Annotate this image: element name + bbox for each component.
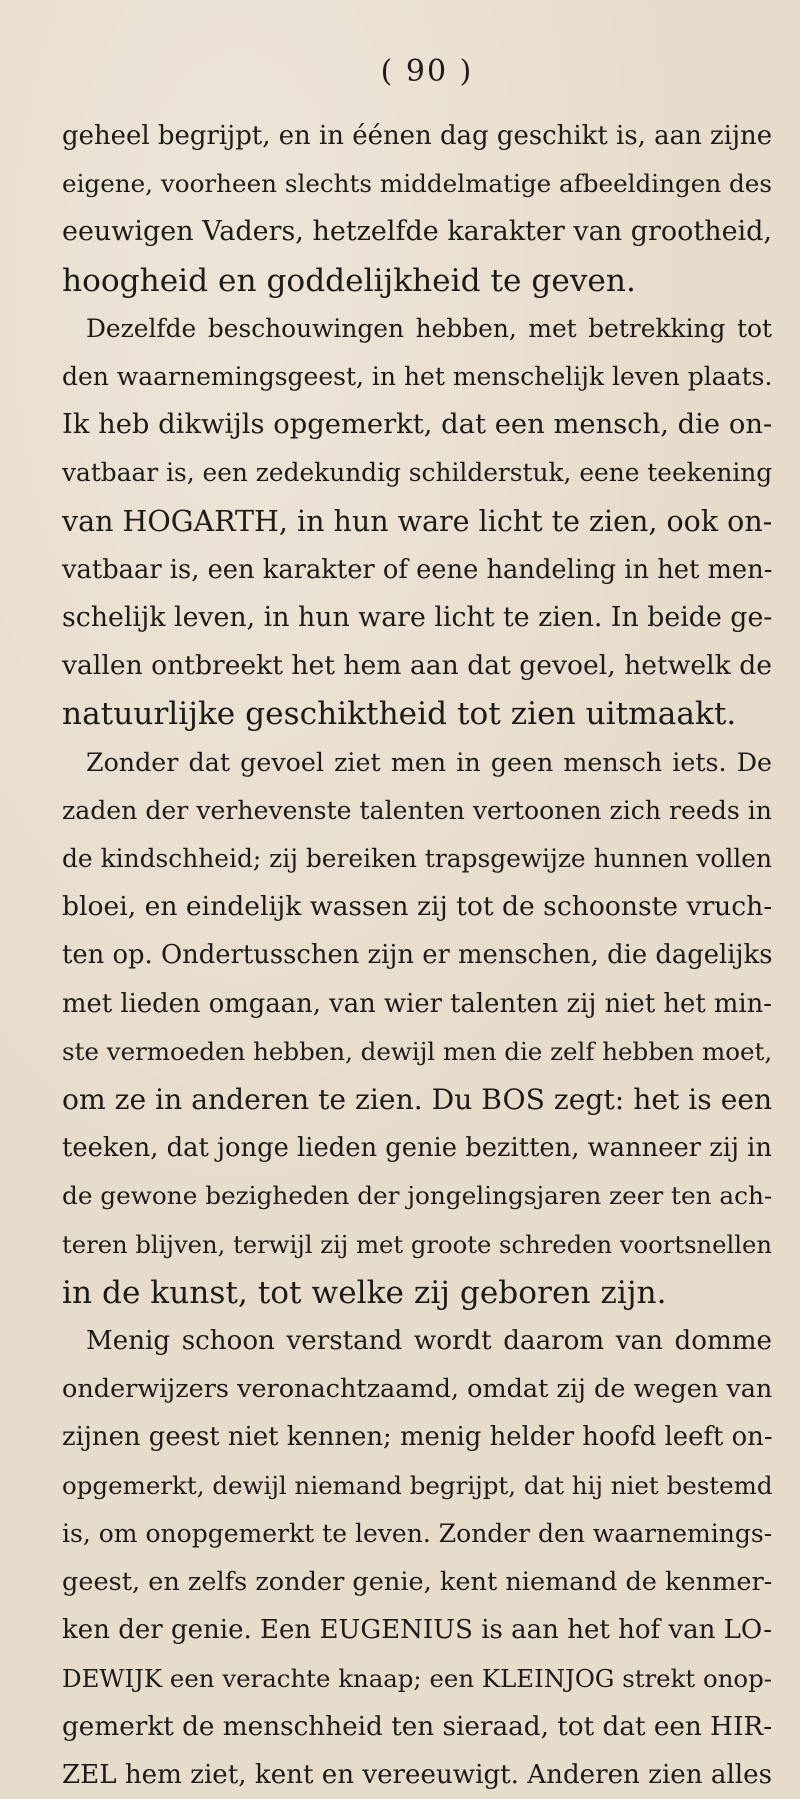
- text-line: DEWIJK een verachte knaap; een KLEINJOG strekt onop-: [62, 1663, 772, 1693]
- text-line: vatbaar is, een zedekundig schilderstuk, eene teekening: [62, 458, 773, 488]
- text-line: is, om onopgemerkt te leven. Zonder den waarnemings-: [62, 1518, 773, 1548]
- text-line: van HOGARTH, in hun ware licht te zien, ook on-: [62, 504, 773, 538]
- text-line: ZEL hem ziet, kent en vereeuwigt. Anderen zien alles: [62, 1759, 772, 1790]
- text-line: in de kunst, tot welke zij geboren zijn.: [62, 1274, 667, 1311]
- text-line: eigene, voorheen slechts middelmatige afbeeldingen des: [62, 169, 772, 199]
- text-line: de gewone bezigheden der jongelingsjaren zeer ten ach-: [62, 1181, 773, 1211]
- text-line: ken der genie. Een EUGENIUS is aan het hof van LO-: [62, 1615, 772, 1646]
- text-line: bloei, en eindelijk wassen zij tot de schoonste vruch-: [62, 891, 773, 923]
- text-line: den waarnemingsgeest, in het menschelijk leven plaats.: [62, 362, 773, 392]
- text-line: hoogheid en goddelijkheid te geven.: [62, 262, 636, 299]
- text-line: opgemerkt, dewijl niemand begrijpt, dat hij niet bestemd: [62, 1470, 773, 1500]
- text-line: vatbaar is, een karakter of eene handeling in het men-: [62, 554, 773, 585]
- text-line: geheel begrijpt, en in éénen dag geschikt is, aan zijne: [62, 121, 773, 151]
- text-line: onderwijzers veronachtzaamd, omdat zij de wegen van: [62, 1374, 773, 1405]
- text-line: natuurlijke geschiktheid tot zien uitmaakt.: [62, 696, 737, 733]
- text-line: Menig schoon verstand wordt daarom van domme: [86, 1326, 772, 1357]
- text-line: om ze in anderen te zien. Du BOS zegt: het is een: [62, 1083, 773, 1117]
- text-line: vallen ontbreekt het hem aan dat gevoel, hetwelk de: [62, 650, 772, 682]
- text-line: schelijk leven, in hun ware licht te zien. In beide ge-: [62, 602, 773, 634]
- text-line: ten op. Ondertusschen zijn er menschen, die dagelijks: [62, 940, 773, 971]
- text-line: met lieden omgaan, van wier talenten zij niet het min-: [62, 988, 772, 1019]
- text-line: ste vermoeden hebben, dewijl men die zelf hebben moet,: [62, 1036, 773, 1066]
- body-text: [62, 112, 772, 1799]
- text-line: gemerkt de menschheid ten sieraad, tot dat een HIR-: [62, 1711, 773, 1742]
- text-line: teeken, dat jonge lieden genie bezitten, wanneer zij in: [62, 1133, 772, 1164]
- text-line: teren blijven, terwijl zij met groote schreden voortsnellen: [62, 1229, 772, 1259]
- page-number: ( 90 ): [380, 54, 474, 89]
- text-line: geest, en zelfs zonder genie, kent niemand de kenmer-: [62, 1567, 773, 1598]
- text-line: Ik heb dikwijls opgemerkt, dat een mensch, die on-: [62, 409, 773, 441]
- text-line: eeuwigen Vaders, hetzelfde karakter van grootheid,: [62, 216, 772, 248]
- text-line: Dezelfde beschouwingen hebben, met betrekking tot: [86, 313, 772, 343]
- text-line: de kindschheid; zij bereiken trapsgewijze hunnen vollen: [62, 844, 772, 874]
- text-line: Zonder dat gevoel ziet men in geen mensch iets. De: [86, 747, 772, 777]
- text-line: zaden der verhevenste talenten vertoonen zich reeds in: [62, 795, 772, 825]
- text-line: zijnen geest niet kennen; menig helder hoofd leeft on-: [62, 1422, 773, 1453]
